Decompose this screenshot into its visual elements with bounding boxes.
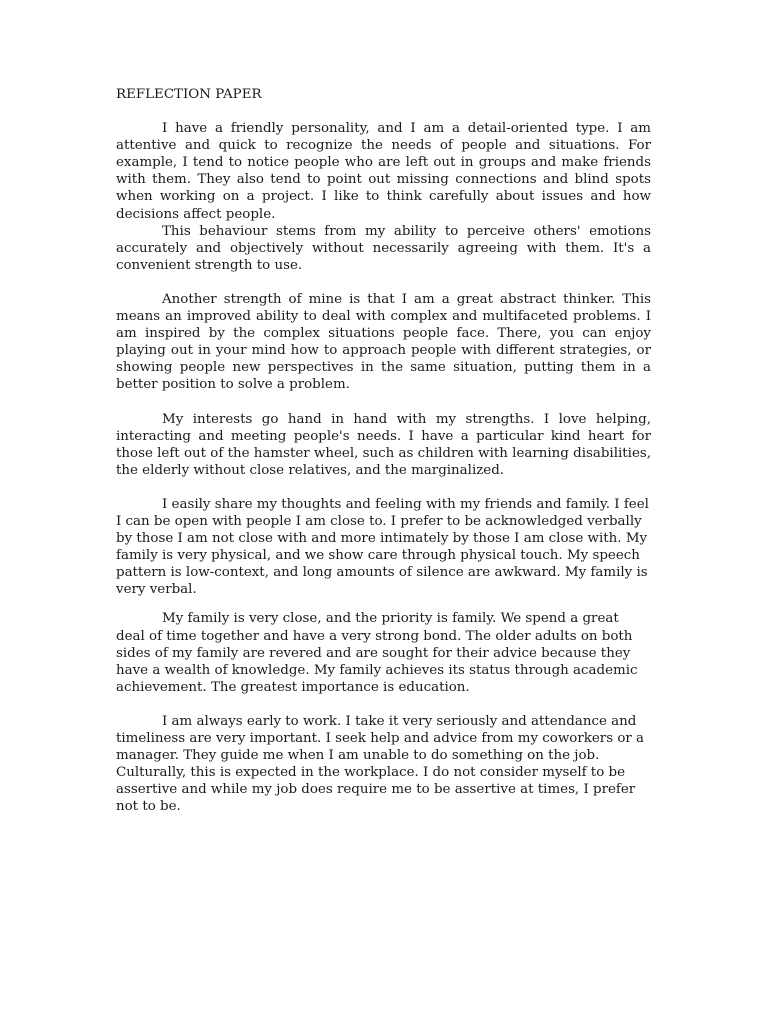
paragraph-5: I easily share my thoughts and feeling with my friends and family. I feel I can be open with people I am close to. I prefer to be acknowledged verbally by those I am not close with and more intimately by those I am close with. My family is very physical, and we show care through physical touch. My speech pattern is low-context, and long amounts of silence are awkward. My family is very verbal. xyxy=(116,496,649,598)
paragraph-3: Another strength of mine is that I am a great abstract thinker. This means an improved ability to deal with complex and multifaceted problems. I am inspired by the complex situations people face. There, you can enjoy playing out in your mind how to approach people with different strategies, or showing people new perspectives in the same situation, putting them in a better position to solve a problem. xyxy=(116,291,651,393)
paragraph-7: I am always early to work. I take it very seriously and attendance and timeliness are very important. I seek help and advice from my coworkers or a manager. They guide me when I am unable to do something on the job. Culturally, this is expected in the workplace. I do not consider myself to be assertive and while my job does require me to be assertive at times, I prefer not to be. xyxy=(116,713,645,815)
document-title: REFLECTION PAPER xyxy=(116,87,262,102)
paragraph-2: This behaviour stems from my ability to perceive others' emotions accurately and objectively without necessarily agreeing with them. It's a convenient strength to use. xyxy=(116,223,651,273)
document-page xyxy=(116,86,651,815)
paragraph-4: My interests go hand in hand with my strengths. I love helping, interacting and meeting people's needs. I have a particular kind heart for those left out of the hamster wheel, such as children with learning disabilities, the elderly without close relatives, and the marginalized. xyxy=(116,411,651,478)
paragraph-1: I have a friendly personality, and I am a detail-oriented type. I am attentive and quick to recognize the needs of people and situations. For example, I tend to notice people who are left out in groups and make friends with them. They also tend to point out missing connections and blind spots when working on a project. I like to think carefully about issues and how decisions affect people. xyxy=(116,121,651,222)
paragraph-6: My family is very close, and the priority is family. We spend a great deal of time together and have a very strong bond. The older adults on both sides of my family are revered and are sought for their advice because they have a wealth of knowledge. My family achieves its status through academic achievement. The greatest importance is education. xyxy=(116,611,638,695)
